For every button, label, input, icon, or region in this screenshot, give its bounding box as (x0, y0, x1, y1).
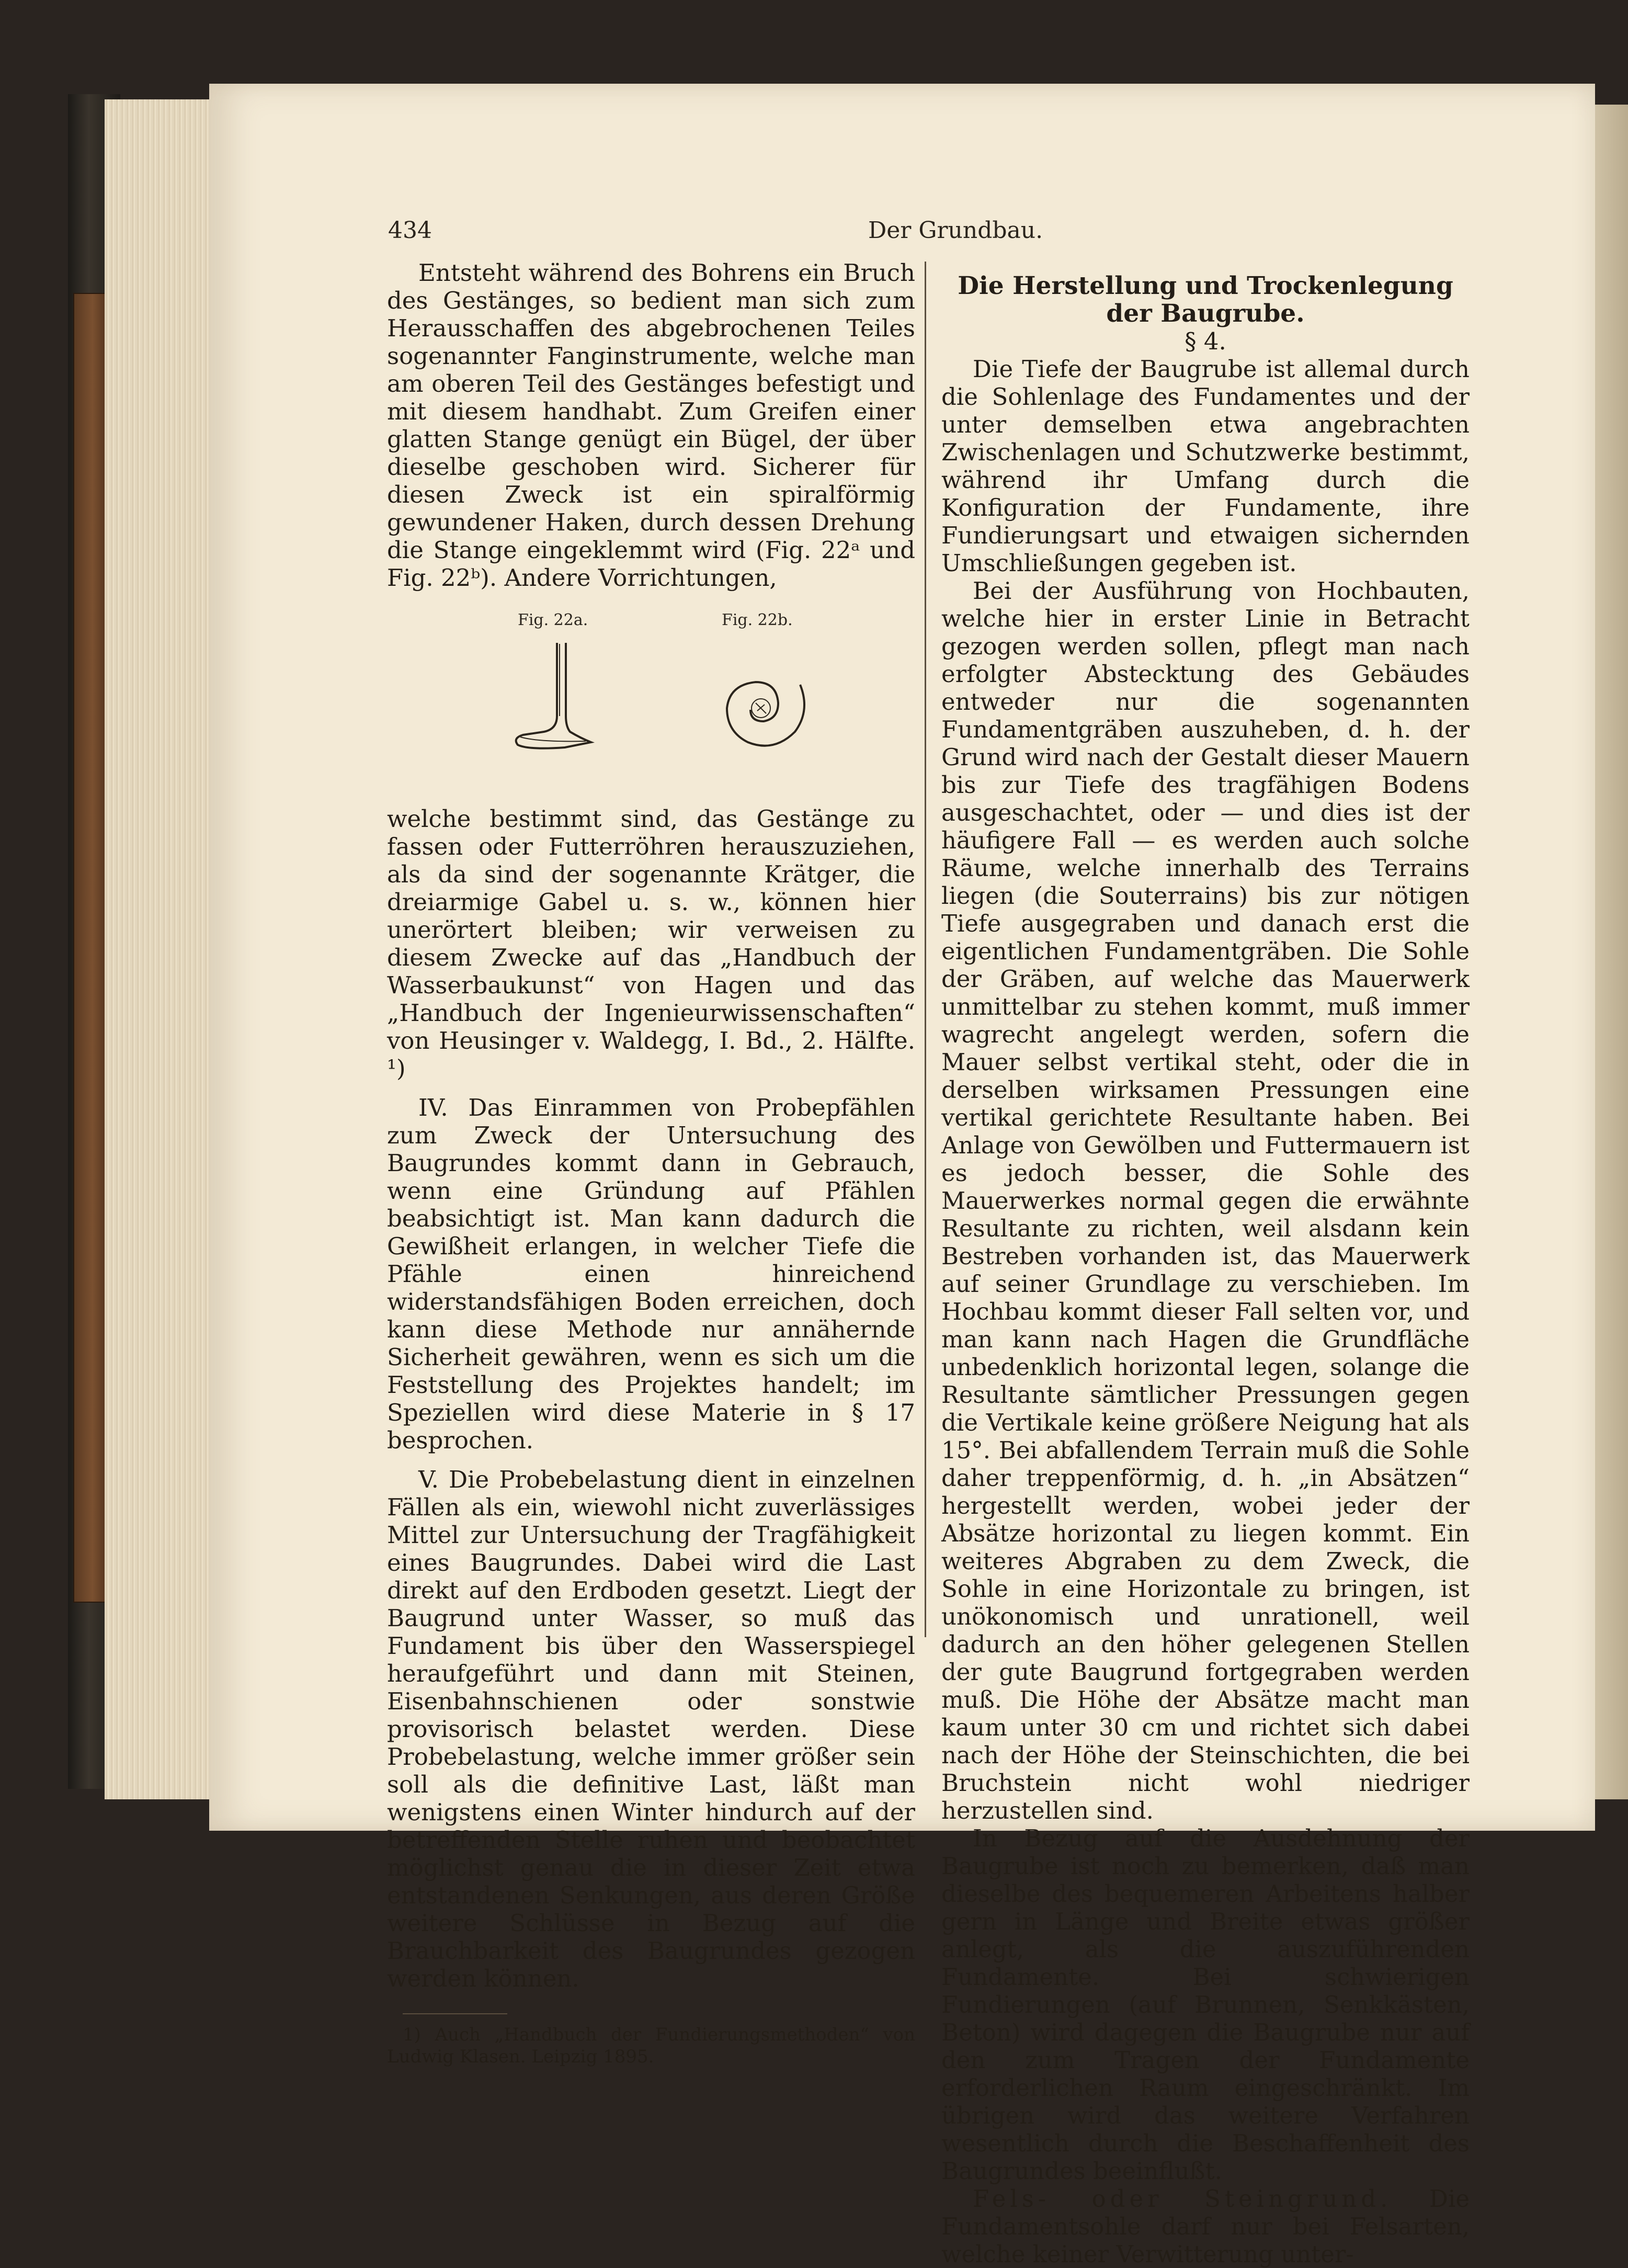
footnote: 1) Auch „Handbuch der Fundierungsmethoden“ von Ludwig Klasen. Leipzig 1895. (387, 2024, 915, 2067)
next-page-edge (1595, 105, 1628, 1799)
paragraph-probepfaehle: IV. Das Einrammen von Probepfählen zum Zweck der Untersuchung des Baugrundes kommt dann in Gebrauch, wenn eine Gründung auf Pfählen beabsichtigt ist. Man kann dadurch die Gewißheit erlangen, in welcher Tiefe die Pfähle einen hinreichend widerstandsfähigen Boden erreichen, doch kann diese Methode nur annähernde Sicherheit gewähren, wenn es sich um die Feststellung des Projektes handelt; im Speziellen wird diese Materie in § 17 besprochen. (387, 1094, 915, 1454)
running-title: Der Grundbau. (868, 217, 1043, 244)
felsgrund-lead: Fels- oder Steingrund. (973, 2185, 1392, 2213)
paragraph-hochbauten: Bei der Ausführung von Hochbauten, welche hier in erster Linie in Betracht gezogen werden sollen, pflegt man nach erfolgter Abstecktung des Gebäudes entweder nur die sogenannten Fundamentgräben auszuheben, d. h. der Grund wird nach der Gestalt dieser Mauern bis zur Tiefe des tragfähigen Bodens ausgeschachtet, oder — und dies ist der häufigere Fall — es werden auch solche Räume, welche innerhalb des Terrains liegen (die Souterrains) bis zur nötigen Tiefe ausgegraben und danach erst die eigentlichen Fundamentgräben. Die Sohle der Gräben, auf welche das Mauerwerk unmittelbar zu stehen kommt, muß immer wagrecht angelegt werden, sofern die Mauer selbst vertikal steht, oder die in derselben wirksamen Pressungen eine vertikal gerichtete Resultante haben. Bei Anlage von Gewölben und Futtermauern ist es jedoch besser, die Sohle des Mauerwerkes normal gegen die erwähnte Resultante zu richten, weil alsdann kein Bestreben vorhanden ist, das Mauerwerk auf seiner Grundlage zu verschieben. Im Hochbau kommt dieser Fall selten vor, und man kann nach Hagen die Grundfläche unbedenklich horizontal legen, solange die Resultante sämtlicher Pressungen gegen die Vertikale keine größere Neigung hat als 15°. Bei abfallendem Terrain muß die Sohle daher treppenförmig, d. h. „in Absätzen“ hergestellt werden, wobei jeder der Absätze horizontal zu liegen kommt. Ein weiteres Abgraben zu dem Zweck, die Sohle in eine Horizontale zu bringen, ist unökonomisch und unrationell, weil dadurch an den höher gelegenen Stellen der gute Baugrund fortgegraben werden muß. Die Höhe der Absätze macht man kaum unter 30 cm und richtet sich dabei nach der Höhe der Steinschichten, die bei Bruchstein nicht wohl niedriger herzustellen sind. (941, 577, 1470, 1824)
column-divider (925, 262, 926, 1637)
paragraph-felsgrund (941, 2185, 1470, 2268)
figure-block (387, 606, 915, 795)
paragraph-futterroehren: welche bestimmt sind, das Gestänge zu fassen oder Futterröhren herauszuziehen, als da sind der sogenannte Krätger, die dreiarmige Gabel u. s. w., können hier unerörtert bleiben; wir verweisen zu diesem Zwecke auf das „Handbuch der Wasserbaukunst“ von Hagen und das „Handbuch der Ingenieurwissenschaften“ von Heusinger v. Waldegg, I. Bd., 2. Hälfte. ¹) (387, 805, 915, 1082)
paragraph-fanginstrumente: Entsteht während des Bohrens ein Bruch des Gestänges, so bedient man sich zum Herausschaffen des abgebrochenen Teiles sogenannter Fanginstrumente, welche man am oberen Teil des Gestänges befestigt und mit diesem handhabt. Zum Greifen einer glatten Stange genügt ein Bügel, der über dieselbe geschoben wird. Sicherer für diesen Zweck ist ein spiralförmig gewundener Haken, durch dessen Drehung die Stange eingeklemmt wird (Fig. 22ᵃ und Fig. 22ᵇ). Andere Vorrichtungen, (387, 259, 915, 592)
figure-caption-22a: Fig. 22a. (518, 611, 588, 629)
page-number: 434 (388, 217, 432, 244)
section-heading: Die Herstellung und Trockenlegung der Baugrube. (958, 271, 1453, 328)
paragraph-ausdehnung: In Bezug auf die Ausdehnung der Baugrube ist noch zu bemerken, daß man dieselbe des bequemeren Arbeitens halber gern in Länge und Breite etwas größer anlegt, als die auszuführenden Fundamente. Bei schwierigen Fundierungen (auf Brunnen, Senkkästen, Beton) wird dagegen die Baugrube nur auf den zum Tragen der Fundamente erforderlichen Raum eingeschränkt. Im übrigen wird das weitere Verfahren wesentlich durch die Beschaffenheit des Baugrundes beeinflußt. (941, 1824, 1470, 2185)
left-column (387, 259, 915, 2068)
footnote-rule (403, 2013, 507, 2014)
figure-caption-22b: Fig. 22b. (722, 611, 793, 629)
section-number: § 4. (1185, 327, 1226, 355)
felsgrund-text: Die Fundamentsohle darf nur bei Felsarten, welche keiner Verwitterung unter- (941, 2185, 1470, 2268)
paragraph-probebelastung: V. Die Probebelastung dient in einzelnen Fällen als ein, wiewohl nicht zuverlässiges Mittel zur Untersuchung der Tragfähigkeit eines Baugrundes. Dabei wird die Last direkt auf den Erdboden gesetzt. Liegt der Baugrund unter Wasser, so muß das Fundament bis über den Wasserspiegel heraufgeführt und dann mit Steinen, Eisenbahnschienen oder sonstwie provisorisch belastet werden. Diese Probebelastung, welche immer größer sein soll als die definitive Last, läßt man wenigstens einen Winter hindurch auf der betreffenden Stelle ruhen und beobachtet möglichst genau die in dieser Zeit etwa entstandenen Senkungen, aus deren Größe weitere Schlüsse in Bezug auf die Brauchbarkeit des Baugrundes gezogen werden können. (387, 1466, 915, 1992)
spiral-hook-figure (711, 653, 816, 758)
paragraph-tiefe: Die Tiefe der Baugrube ist allemal durch die Sohlenlage des Fundamentes und der unter demselben etwa angebrachten Zwischenlagen und Schutzwerke bestimmt, während ihr Umfang durch die Konfiguration der Fundamente, ihre Fundierungsart und etwaigen sichernden Umschließungen gegeben ist. (941, 355, 1470, 577)
hook-clamp-figure (507, 638, 628, 763)
right-column (941, 272, 1470, 2268)
